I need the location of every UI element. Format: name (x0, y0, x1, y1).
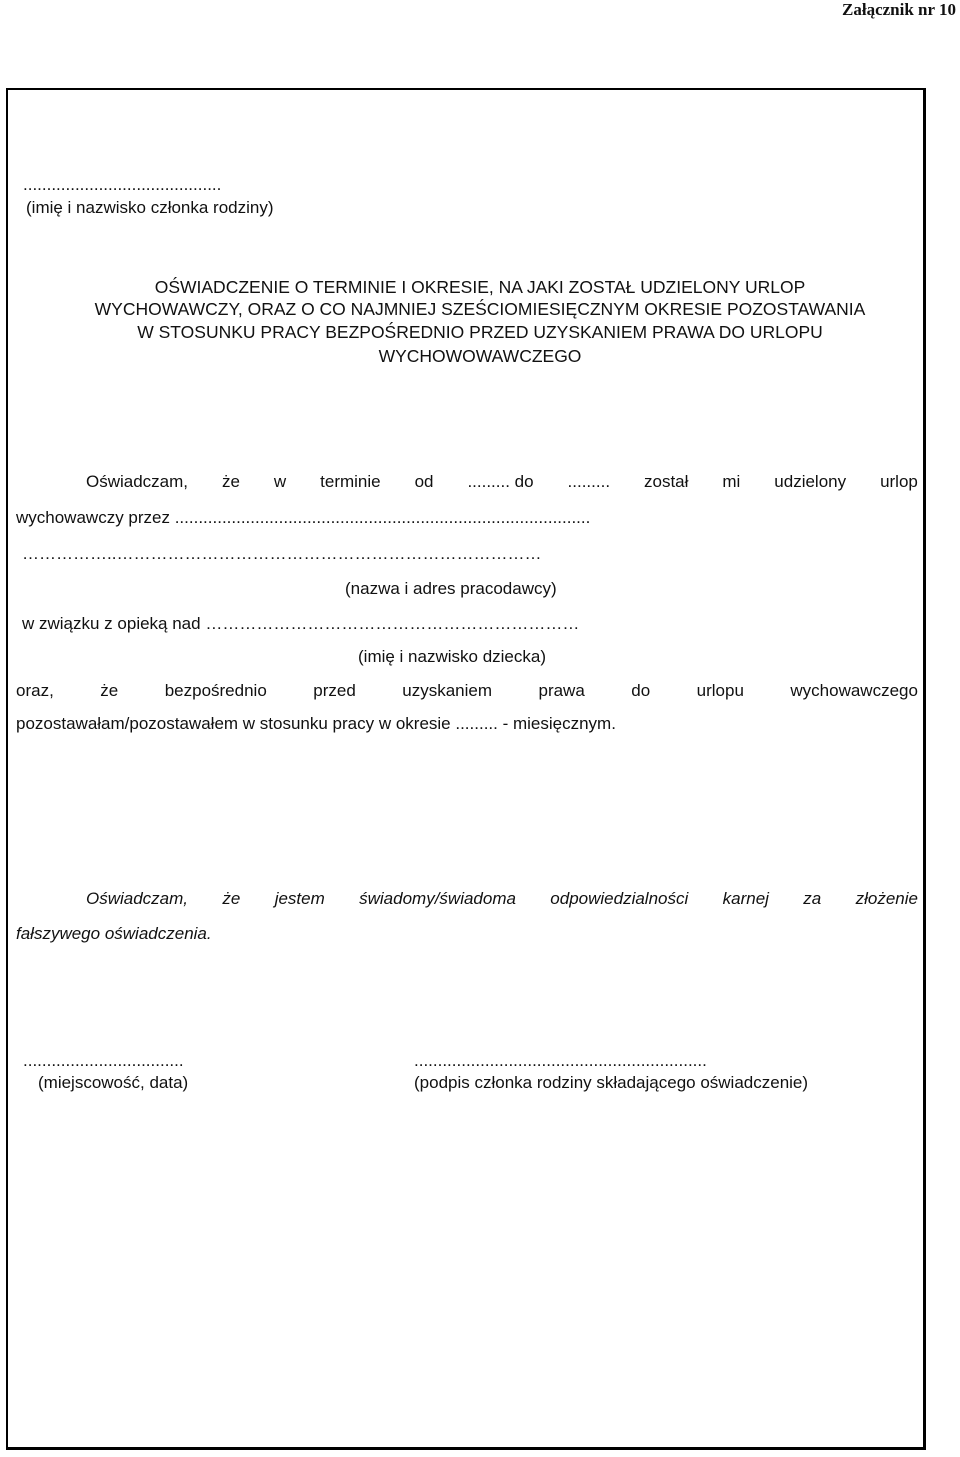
liability-word: świadomy/świadoma (359, 889, 516, 908)
signature-dots: .............................................................. (414, 1051, 707, 1070)
statement-word: oraz, (16, 681, 54, 700)
place-date-dots: .................................. (23, 1051, 184, 1070)
liability-word: że (222, 889, 241, 908)
liability-word: Oświadczam, (86, 889, 189, 908)
statement-word: do (631, 681, 651, 700)
statement-word: terminie (320, 472, 381, 491)
date-from-field: ......... do (467, 472, 534, 491)
statement-word: Oświadczam, (86, 472, 189, 491)
date-to-field: ......... (567, 472, 611, 491)
statement-word: od (414, 472, 434, 491)
place-date-label: (miejscowość, data) (38, 1073, 189, 1092)
liability-word: odpowiedzialności (550, 889, 689, 908)
employer-label: (nazwa i adres pracodawcy) (345, 579, 557, 598)
statement-word: że (221, 472, 240, 491)
employer-field: ……………..………………………………………………………………… (22, 544, 542, 563)
statement-word: uzyskaniem (402, 681, 493, 700)
statement-word: przed (313, 681, 356, 700)
form-title-line2: WYCHOWAWCZY, ORAZ O CO NAJMNIEJ SZEŚCIOMIESIĘCZNYM OKRESIE POZOSTAWANIA (94, 299, 866, 319)
attachment-number: Załącznik nr 10 (842, 0, 956, 19)
member-name-dots: .......................................... (23, 175, 222, 194)
statement-word: bezpośrednio (164, 681, 267, 700)
statement-word: udzielony (774, 472, 847, 491)
statement-line1 (86, 472, 918, 492)
signature-label: (podpis członka rodziny składającego oświadczenie) (414, 1073, 809, 1092)
statement-word: że (100, 681, 119, 700)
liability-word: za (803, 889, 822, 908)
period-line: pozostawałam/pozostawałem w stosunku pracy w okresie ......... - miesięcznym. (16, 714, 616, 733)
form-title-line3: W STOSUNKU PRACY BEZPOŚREDNIO PRZED UZYSKANIEM PRAWA DO URLOPU (137, 322, 823, 342)
statement-word: został (644, 472, 689, 491)
statement-line2: wychowawczy przez ........................................................................................ (16, 508, 591, 527)
statement-word: w (273, 472, 287, 491)
liability-word: złożenie (855, 889, 918, 908)
liability-line2: fałszywego oświadczenia. (16, 924, 212, 943)
member-name-label: (imię i nazwisko członka rodziny) (26, 198, 274, 217)
liability-word: jestem (274, 889, 325, 908)
child-label: (imię i nazwisko dziecka) (358, 647, 546, 666)
statement-word: urlopu (696, 681, 744, 700)
form-title-line4: WYCHOWOWAWCZEGO (378, 346, 582, 366)
statement-word: mi (722, 472, 741, 491)
form-title-line1: OŚWIADCZENIE O TERMINIE I OKRESIE, NA JAKI ZOSTAŁ UDZIELONY URLOP (154, 277, 806, 297)
child-field: w związku z opieką nad ………………………………………………………… (22, 614, 580, 633)
statement-word: prawa (538, 681, 585, 700)
liability-line1 (86, 889, 918, 909)
statement-line-oraz (16, 681, 918, 701)
statement-word: wychowawczego (790, 681, 918, 700)
statement-word: urlop (880, 472, 918, 491)
liability-word: karnej (722, 889, 769, 908)
